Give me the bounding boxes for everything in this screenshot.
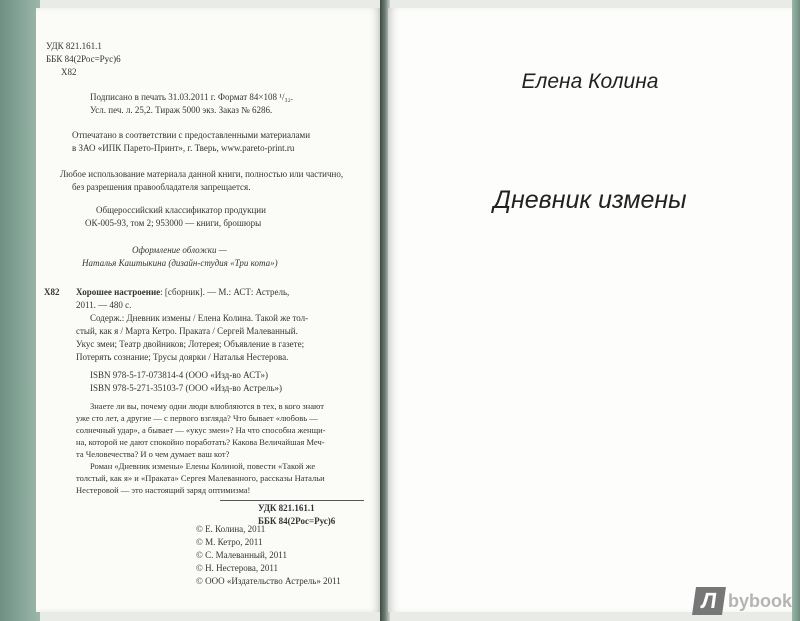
copyright-3: © С. Малеванный, 2011 — [196, 550, 287, 560]
book-cover-left-edge — [0, 0, 40, 621]
cover-design-line-2: Наталья Каштыкина (дизайн-студия «Три кота») — [82, 258, 278, 268]
contents-line-1: Содерж.: Дневник измены / Елена Колина. Такой же тол- — [90, 313, 309, 323]
print-line-1: Подписано в печать 31.03.2011 г. Формат 84×108 ¹/₃₂. — [90, 92, 293, 102]
right-page — [388, 8, 792, 612]
watermark-text: bybook — [727, 590, 792, 611]
left-page — [36, 8, 382, 612]
printer-line-1: Отпечатано в соответствии с предоставленными материалами — [72, 130, 311, 140]
book-author: Елена Колина — [521, 70, 659, 93]
annotation-line-1: Знаете ли вы, почему одни люди влюбляются в тех, в кого знают — [90, 401, 324, 411]
author-mark: Х82 — [61, 67, 77, 77]
annotation-line-8: Нестеровой — это настоящий заряд оптимизма! — [76, 485, 251, 495]
printer-line-2: в ЗАО «ИПК Парето-Принт», г. Тверь, www.pareto-print.ru — [72, 143, 295, 153]
copyright-4: © Н. Нестерова, 2011 — [196, 563, 279, 573]
watermark-logo-icon: Л — [692, 587, 726, 615]
annotation-line-4: на, которой не дают спокойно поработать? Какова Величайшая Меч- — [76, 437, 325, 447]
catalog-title: Хорошее настроение — [76, 287, 161, 297]
print-line-2: Усл. печ. л. 25,2. Тираж 5000 экз. Заказ № 6286. — [90, 105, 273, 115]
codes-bbk: ББК 84(2Рос=Рус)6 — [258, 516, 336, 526]
isbn-line-2: ISBN 978-5-271-35103-7 (ООО «Изд-во Астрель») — [90, 383, 283, 393]
classifier-line-2: ОК-005-93, том 2; 953000 — книги, брошюры — [85, 218, 262, 228]
contents-line-3: Укус змеи; Театр двойников; Лотерея; Объявление в газете; — [76, 339, 305, 349]
catalog-line-2: 2011. — 480 с. — [76, 300, 132, 310]
udk-code: УДК 821.161.1 — [46, 41, 102, 51]
bbk-code: ББК 84(2Рос=Рус)6 — [46, 54, 121, 64]
site-watermark — [694, 587, 792, 615]
copyright-notice-line-1: Любое использование материала данной книги, полностью или частично, — [60, 169, 344, 179]
copyright-notice-line-2: без разрешения правообладателя запрещается. — [72, 182, 251, 192]
book-cover-right-edge — [792, 0, 800, 621]
annotation-line-5: та Человечества? И о чем думает ваш кот? — [76, 449, 230, 459]
catalog-mark: Х82 — [44, 287, 60, 297]
copyright-1: © Е. Колина, 2011 — [196, 524, 266, 534]
classifier-line-1: Общероссийский классификатор продукции — [96, 205, 266, 215]
cover-design-line-1: Оформление обложки — — [132, 245, 227, 255]
copyright-5: © ООО «Издательство Астрель» 2011 — [196, 576, 341, 586]
codes-rule — [220, 500, 364, 501]
annotation-line-6: Роман «Дневник измены» Елены Колиной, повести «Такой же — [90, 461, 316, 471]
isbn-line-1: ISBN 978-5-17-073814-4 (ООО «Изд-во АСТ») — [90, 370, 268, 380]
contents-line-2: стый, как я / Марта Кетро. Праката / Сергей Малеванный. — [76, 326, 298, 336]
copyright-2: © М. Кетро, 2011 — [196, 537, 263, 547]
annotation-line-3: солнечный удар», а бывает — «укус змеи»? На что способна женщи- — [76, 425, 326, 435]
contents-line-4: Потерять сознание; Трусы доярки / Наталья Нестерова. — [76, 352, 289, 362]
catalog-rest: : [сборник]. — М.: АСТ: Астрель, — [160, 287, 290, 297]
annotation-line-2: уже сто лет, а другие — с первого взгляда? Что бывает «любовь — — [76, 413, 318, 423]
book-title: Дневник измены — [493, 186, 687, 214]
annotation-line-7: толстый, как я» и «Праката» Сергея Малеванного, рассказы Натальи — [76, 473, 325, 483]
catalog-entry — [76, 286, 289, 299]
codes-udk: УДК 821.161.1 — [258, 503, 315, 513]
